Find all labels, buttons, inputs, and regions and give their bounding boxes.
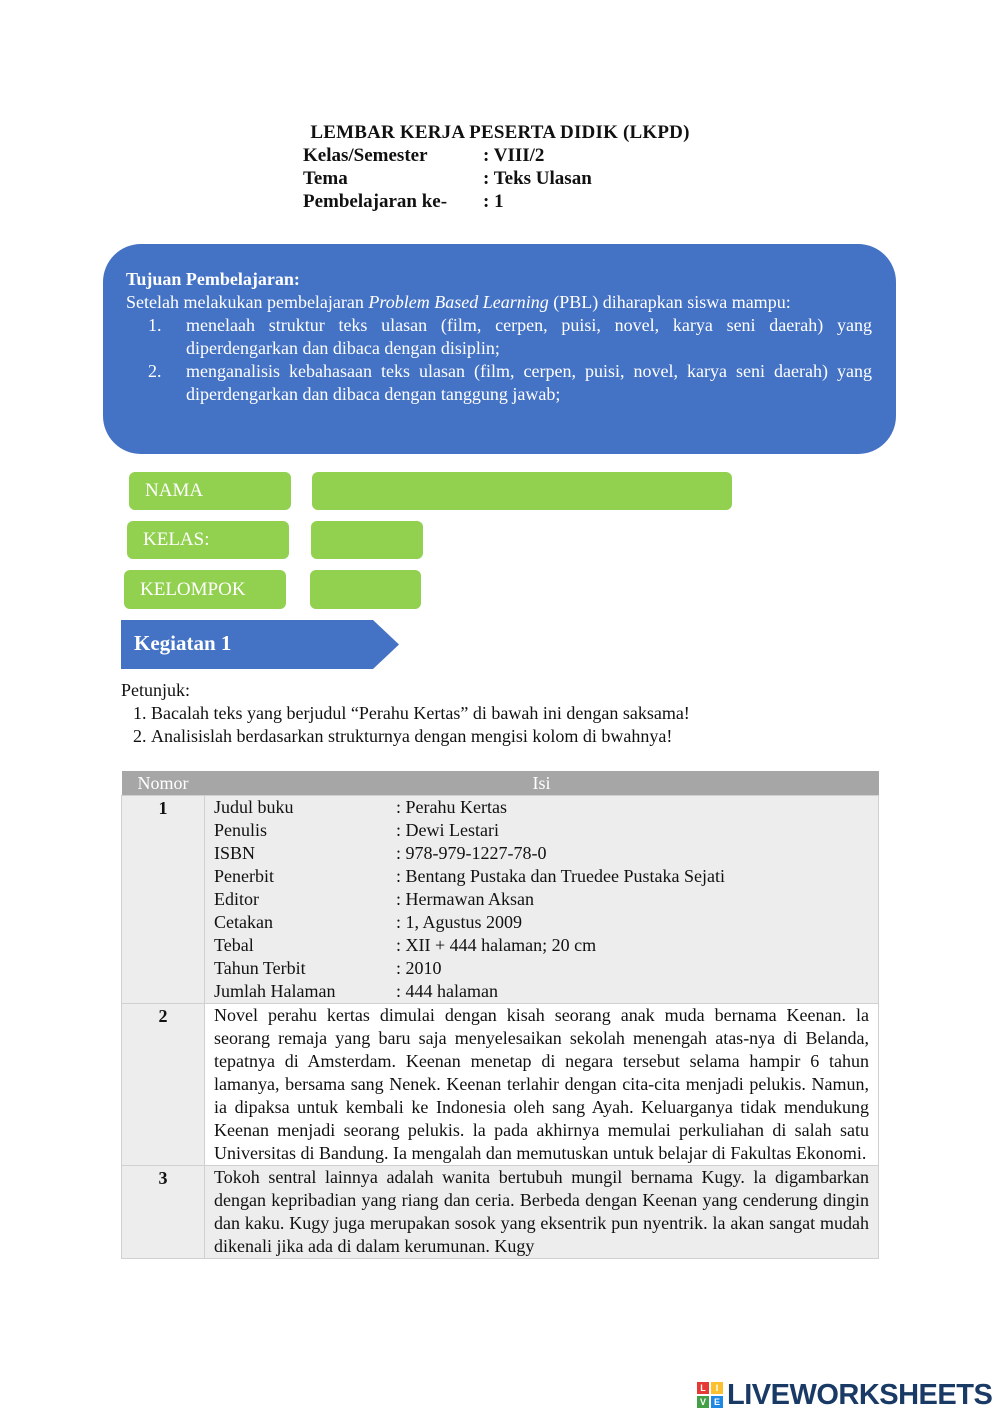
meta-label: Tema [303,168,348,189]
summary-cell: Novel perahu kertas dimulai dengan kisah seorang anak muda bernama Keenan. la seorang remaja yang baru saja menyelesaikan sekolah menengah atas-nya di Belanda, tepatnya di Amsterdam. Keenan menetap di negara tersebut selama hampir 6 tahun lamanya, bersama sang Nenek. Keenan terlahir dengan cita-cita menjadi pelukis. Namun, ia dipaksa untuk kembali ke Indonesia oleh sang Ayah. Keluarganya tidak mendukung Keenan menjadi seorang pelukis. la pada akhirnya memulai perkuliahan di salah satu Universitas di Bandung. Ia mengalah dan memutuskan untuk belajar di Fakultas Ekonomi. [205,1004,879,1166]
meta-label: Kelas/Semester [303,145,428,166]
objectives-title: Tujuan Pembelajaran: [126,269,300,289]
info-value: : Bentang Pustaka dan Truedee Pustaka Sejati [396,866,725,886]
meta-label: Pembelajaran ke- [303,191,448,212]
info-line [214,865,869,888]
kelas-label: KELAS: [143,529,210,550]
info-value: : Perahu Kertas [396,797,507,817]
info-key: Penerbit [214,866,274,886]
info-key: Cetakan [214,912,273,932]
info-line [214,796,869,819]
instruction-item: 2. Analisislah berdasarkan strukturnya dengan mengisi kolom di bwahnya! [151,725,690,748]
info-key: Tebal [214,935,254,955]
info-value: : Dewi Lestari [396,820,499,840]
analysis-table [121,771,879,1259]
table-header-row [122,771,879,796]
intro-text: Setelah melakukan pembelajaran [126,292,369,312]
logo-block: V [697,1396,709,1408]
info-line [214,888,869,911]
activity-title: Kegiatan 1 [134,631,232,655]
info-line [214,957,869,980]
header-nomor: Nomor [122,771,205,796]
info-line [214,934,869,957]
instruction-item: 1. Bacalah teks yang berjudul “Perahu Kertas” di bawah ini dengan saksama! [151,702,690,725]
info-key: ISBN [214,843,256,863]
info-line [214,911,869,934]
info-value: : 444 halaman [396,981,498,1001]
nama-label: NAMA [145,480,204,501]
kelompok-label: KELOMPOK [140,578,246,600]
objective-item: 2. menganalisis kebahasaan teks ulasan (film, cerpen, puisi, novel, karya seni daerah) yang diperdengarkan dan dibaca dengan tanggung jawab; [166,360,872,406]
info-line [214,842,869,865]
intro-italic: Problem Based Learning [368,292,549,312]
logo-block: I [711,1382,723,1394]
logo-text: LIVEWORKSHEETS [727,1378,993,1411]
table-row [122,796,879,1004]
header-isi: Isi [205,771,879,796]
liveworksheets-logo [697,1378,992,1412]
info-key: Tahun Terbit [214,958,306,978]
info-key: Jumlah Halaman [214,981,336,1001]
meta-value: : Teks Ulasan [483,168,592,189]
character-cell: Tokoh sentral lainnya adalah wanita bertubuh mungil bernama Kugy. la digambarkan dengan kepribadian yang riang dan ceria. Berbeda dengan Keenan yang cenderung dingin dan kaku. Kugy juga merupakan sosok yang eksentrik pun nyentrik. la akan sangat mudah dikenali jika ada di dalam kerumunan. Kugy [205,1166,879,1259]
instructions-label: Petunjuk: [121,680,191,700]
info-value: : XII + 444 halaman; 20 cm [396,935,597,955]
info-value: : 1, Agustus 2009 [396,912,523,932]
worksheet-title: LEMBAR KERJA PESERTA DIDIK (LKPD) [310,122,690,143]
info-key: Editor [214,889,259,909]
meta-value: : VIII/2 [483,145,545,166]
info-value: : Hermawan Aksan [396,889,534,909]
logo-blocks-icon [697,1382,723,1408]
table-row [122,1004,879,1166]
intro-text: (PBL) diharapkan siswa mampu: [548,292,791,312]
objective-item: 1. menelaah struktur teks ulasan (film, cerpen, puisi, novel, karya seni daerah) yang diperdengarkan dan dibaca dengan disiplin; [166,314,872,360]
info-key: Judul buku [214,797,294,817]
info-value: : 978-979-1227-78-0 [396,843,547,863]
logo-block: L [697,1382,709,1394]
meta-value: : 1 [483,191,504,212]
info-key: Penulis [214,820,268,840]
info-value: : 2010 [396,958,442,978]
info-line [214,819,869,842]
row-number: 1 [122,796,205,1004]
logo-block: E [711,1396,723,1408]
row-number: 2 [122,1004,205,1166]
book-info-cell [205,796,879,1004]
table-row [122,1166,879,1259]
info-line [214,980,869,1003]
row-number: 3 [122,1166,205,1259]
